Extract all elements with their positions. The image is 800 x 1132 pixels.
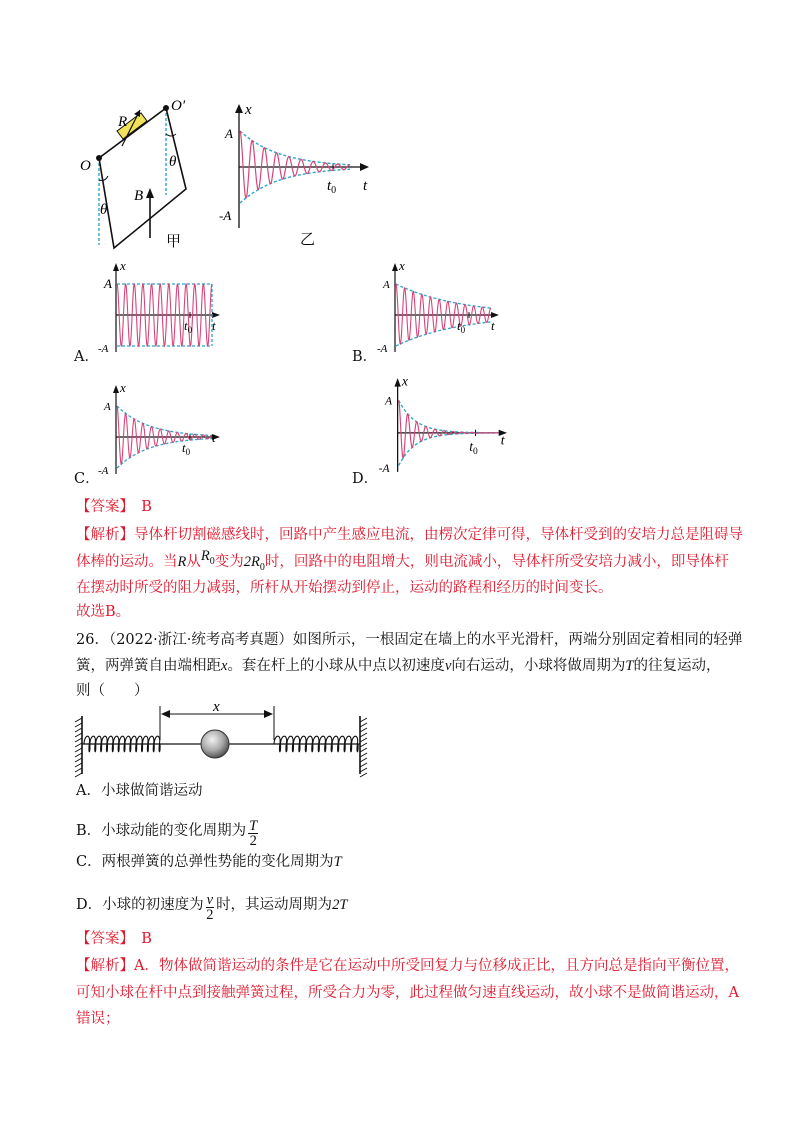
q25-answer-value: B bbox=[141, 499, 152, 515]
option-d-label: D． bbox=[352, 471, 379, 487]
svg-text:t0: $t_0$ bbox=[182, 440, 191, 457]
graph-option-c bbox=[96, 382, 226, 477]
caption-yi: 乙 bbox=[300, 232, 316, 248]
label-B: B bbox=[134, 188, 144, 204]
figure-jia bbox=[70, 90, 210, 255]
q25-answer-label: 【答案】 bbox=[76, 499, 127, 515]
q26-option-b[interactable]: B．小球动能的变化周期为 $\frac{T}{2}$ bbox=[76, 818, 258, 849]
svg-text:x: x bbox=[399, 260, 405, 273]
q26-stem-line3: 则（ ） bbox=[76, 683, 149, 699]
label-theta-right: θ bbox=[169, 154, 177, 170]
graph-option-a bbox=[96, 260, 226, 355]
svg-text:A: A bbox=[385, 394, 393, 408]
q25-analysis-line3: 在摆动时所受的阻力减弱，所杆从开始摆动到停止，运动的路程和经历的时间变长。 bbox=[76, 580, 613, 596]
ball bbox=[201, 730, 229, 758]
svg-text:A: A bbox=[104, 401, 111, 413]
svg-text:t0: $t_0$ bbox=[184, 318, 193, 335]
opt-a-negA: -A bbox=[98, 343, 109, 355]
q26-option-d[interactable]: D．小球的初速度为 $\frac{v}{2}$ 时，其运动周期为 2T bbox=[76, 892, 348, 923]
svg-text:-A: -A bbox=[98, 465, 109, 477]
label-O: O bbox=[80, 158, 91, 174]
q25-analysis-line2: 体棒的运动。当R从$R_0$变为$2R_0$时，回路中的电阻增大，则电流减小，导体杆所受安培力减小，即导体杆 bbox=[76, 548, 729, 573]
label-theta-left: θ bbox=[100, 202, 108, 218]
label-R: R bbox=[118, 114, 128, 130]
graph-option-d bbox=[375, 375, 515, 475]
svg-text:A: A bbox=[383, 279, 390, 291]
label-negA: -A bbox=[219, 208, 232, 223]
option-b-label: B． bbox=[352, 349, 378, 365]
svg-text:t0: $t_0$ bbox=[469, 438, 478, 457]
svg-text:t: t bbox=[491, 318, 495, 333]
svg-text:t: t bbox=[212, 318, 216, 333]
q26-analysis-line2: 可知小球在杆中点到接触弹簧过程，所受合力为零，此过程做匀速直线运动，故小球不是做简谐运动，A bbox=[76, 985, 739, 1001]
svg-text:t: t bbox=[212, 430, 216, 445]
caption-jia: 甲 bbox=[166, 234, 182, 250]
label-x: x bbox=[245, 102, 252, 118]
svg-text:t: t bbox=[500, 432, 505, 448]
opt-a-A: A bbox=[104, 276, 112, 291]
figure-yi bbox=[215, 98, 385, 250]
svg-text:x: x bbox=[120, 382, 126, 395]
option-c-label: C． bbox=[74, 471, 100, 487]
label-t0: t bbox=[327, 178, 332, 194]
q25-conclusion: 故选B。 bbox=[76, 604, 131, 620]
spring-x-label: x bbox=[213, 700, 220, 715]
svg-text:t0: $t_0$ bbox=[457, 318, 466, 335]
label-A: A bbox=[225, 126, 233, 141]
q25-analysis-line1: 【解析】导体杆切割磁感线时，回路中产生感应电流，由楞次定律可得，导体杆受到的安培力总是阻碍导 bbox=[76, 527, 743, 543]
label-t0-sub: 0 bbox=[331, 185, 337, 196]
label-t: t bbox=[363, 178, 368, 194]
graph-option-b bbox=[375, 260, 505, 355]
q26-analysis-line1: 【解析】A．物体做简谐运动的条件是它在运动中所受回复力与位移成正比，且方向总是指向平衡位置， bbox=[76, 958, 739, 974]
q26-option-a[interactable]: A．小球做简谐运动 bbox=[76, 783, 203, 799]
q25-answer bbox=[76, 496, 152, 518]
svg-text:x: x bbox=[401, 375, 408, 389]
q26-option-c[interactable]: C．两根弹簧的总弹性势能的变化周期为T bbox=[76, 854, 342, 870]
svg-text:t0 bbox=[327, 178, 336, 196]
q26-answer: 【答案】 B bbox=[76, 931, 152, 947]
svg-text:-A: -A bbox=[378, 461, 390, 475]
svg-text:-A: -A bbox=[377, 343, 388, 355]
opt-a-x: x bbox=[120, 260, 126, 273]
label-O-prime: O′ bbox=[171, 98, 186, 114]
q26-analysis-line3: 错误； bbox=[76, 1011, 120, 1027]
q26-stem-line2: 簧，两弹簧自由端相距x。套在杆上的小球从中点以初速度v向右运动，小球将做周期为T的往复运动， bbox=[76, 658, 721, 674]
q26-stem-line1: 26．（2022·浙江·统考高考真题）如图所示，一根固定在墙上的水平光滑杆，两端分别固定着相同的轻弹 bbox=[76, 632, 743, 648]
option-a-label: A． bbox=[74, 349, 99, 365]
figure-spring-rod bbox=[72, 700, 372, 780]
